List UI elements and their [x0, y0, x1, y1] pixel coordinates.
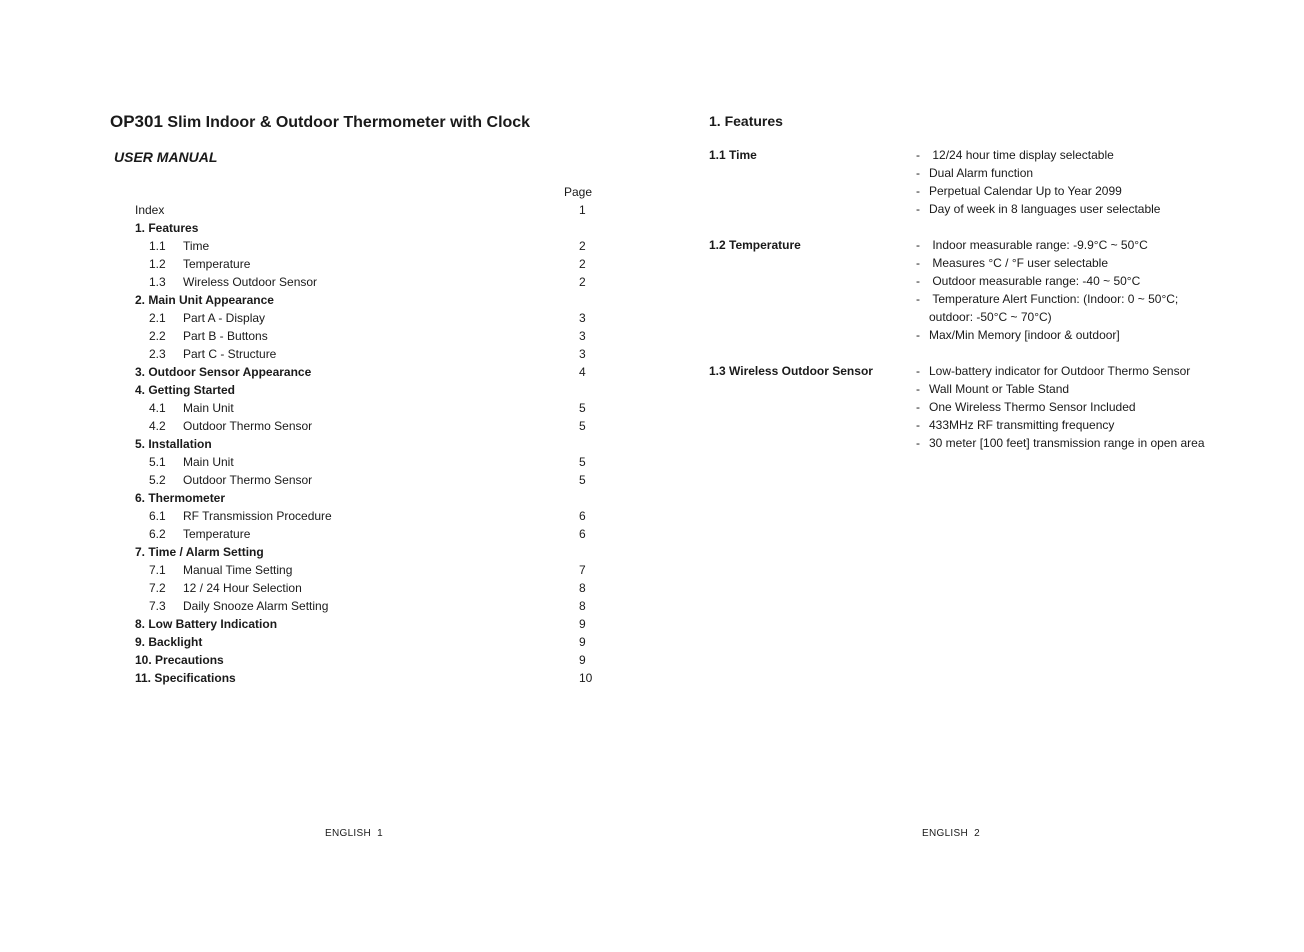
toc-title: Wireless Outdoor Sensor: [183, 275, 318, 289]
toc-row: [135, 237, 605, 255]
toc-title: 8. Low Battery Indication: [135, 617, 278, 631]
toc-page-number: 5: [579, 455, 586, 469]
toc-title: 2. Main Unit Appearance: [135, 293, 274, 307]
feature-item: [916, 236, 1206, 254]
bullet-dash: -: [916, 202, 920, 216]
section-title: 1.2 Temperature: [709, 238, 801, 252]
toc-row: [135, 597, 605, 615]
toc-title: 5. Installation: [135, 437, 212, 451]
toc-row: [135, 579, 605, 597]
toc-title: 7. Time / Alarm Setting: [135, 545, 264, 559]
feature-item: [916, 254, 1206, 272]
feature-list: [916, 362, 1206, 452]
toc-title: Outdoor Thermo Sensor: [183, 419, 313, 433]
feature-item: [916, 326, 1206, 344]
toc-title: Time: [183, 239, 210, 253]
toc-title: Main Unit: [183, 455, 234, 469]
toc-title: Part A - Display: [183, 311, 266, 325]
feature-text: 12/24 hour time display selectable: [929, 148, 1114, 162]
toc-page-number: 3: [579, 311, 586, 325]
toc-title: Index: [135, 203, 165, 217]
feature-text: Temperature Alert Function: (Indoor: 0 ~ 50°C; outdoor: -50°C ~ 70°C): [929, 292, 1182, 324]
bullet-dash: -: [916, 274, 920, 288]
toc-page-number: 8: [579, 581, 586, 595]
bullet-dash: -: [916, 418, 920, 432]
feature-text: 30 meter [100 feet] transmission range in open area: [929, 436, 1205, 450]
bullet-dash: -: [916, 238, 920, 252]
toc-title: 1. Features: [135, 221, 199, 235]
bullet-dash: -: [916, 184, 920, 198]
toc-number: 1.3: [149, 275, 166, 289]
toc-title: 10. Precautions: [135, 653, 224, 667]
toc-row: [135, 309, 605, 327]
toc-number: 7.2: [149, 581, 166, 595]
toc-page-number: 5: [579, 401, 586, 415]
toc-row: [135, 273, 605, 291]
toc-title: RF Transmission Procedure: [183, 509, 332, 523]
toc-row: [135, 327, 605, 345]
toc-row: [135, 255, 605, 273]
feature-list: [916, 236, 1206, 344]
feature-item: [916, 398, 1206, 416]
toc-title: Part B - Buttons: [183, 329, 268, 343]
toc-number: 2.3: [149, 347, 166, 361]
feature-item: [916, 200, 1206, 218]
bullet-dash: -: [916, 364, 920, 378]
feature-text: Dual Alarm function: [929, 166, 1034, 180]
feature-text: One Wireless Thermo Sensor Included: [929, 400, 1136, 414]
feature-text: Wall Mount or Table Stand: [929, 382, 1070, 396]
toc-row: [135, 381, 605, 399]
feature-item: [916, 182, 1206, 200]
toc-page-number: 5: [579, 473, 586, 487]
feature-item: [916, 164, 1206, 182]
feature-text: 433MHz RF transmitting frequency: [929, 418, 1115, 432]
toc-row: [135, 669, 605, 687]
toc-page-number: 4: [579, 365, 586, 379]
toc-page-number: 6: [579, 527, 586, 541]
toc-title: Part C - Structure: [183, 347, 277, 361]
toc-title: 4. Getting Started: [135, 383, 236, 397]
bullet-dash: -: [916, 166, 920, 180]
toc-title: 12 / 24 Hour Selection: [183, 581, 302, 595]
section-title: 1.1 Time: [709, 148, 757, 162]
toc-title: Daily Snooze Alarm Setting: [183, 599, 329, 613]
toc-title: Temperature: [183, 527, 251, 541]
bullet-dash: -: [916, 382, 920, 396]
toc-page-number: 3: [579, 347, 586, 361]
bullet-dash: -: [916, 148, 920, 162]
document-title: [110, 112, 530, 132]
toc-row: [135, 561, 605, 579]
feature-item: [916, 380, 1206, 398]
page-footer: ENGLISH 2: [922, 828, 981, 839]
toc-row: [135, 615, 605, 633]
bullet-dash: -: [916, 400, 920, 414]
toc-row: [135, 633, 605, 651]
bullet-dash: -: [916, 292, 920, 306]
section-title: 1.3 Wireless Outdoor Sensor: [709, 364, 873, 378]
toc-row: [135, 219, 605, 237]
toc-row: [135, 399, 605, 417]
toc-page-number: 2: [579, 257, 586, 271]
toc-row: [135, 417, 605, 435]
toc-number: 2.1: [149, 311, 166, 325]
toc-row: [135, 507, 605, 525]
toc-number: 1.1: [149, 239, 166, 253]
toc-number: 6.1: [149, 509, 166, 523]
right-page: [652, 0, 1304, 952]
toc-page-number: 1: [579, 203, 586, 217]
toc-page-number: 9: [579, 617, 586, 631]
manual-label: USER MANUAL: [114, 149, 218, 165]
toc-row: [135, 453, 605, 471]
toc-number: 7.3: [149, 599, 166, 613]
toc-page-number: 10: [579, 671, 593, 685]
feature-item: [916, 272, 1206, 290]
toc-title: 11. Specifications: [135, 671, 236, 685]
toc-row: [135, 435, 605, 453]
bullet-dash: -: [916, 256, 920, 270]
toc-page-number: 2: [579, 239, 586, 253]
feature-text: Measures °C / °F user selectable: [929, 256, 1109, 270]
feature-list: [916, 146, 1206, 218]
toc-number: 7.1: [149, 563, 166, 577]
feature-text: Max/Min Memory [indoor & outdoor]: [929, 328, 1120, 342]
bullet-dash: -: [916, 328, 920, 342]
toc-page-number: 3: [579, 329, 586, 343]
toc-row: [135, 201, 605, 219]
toc-page-number: 8: [579, 599, 586, 613]
toc-number: 2.2: [149, 329, 166, 343]
feature-item: [916, 362, 1206, 380]
page-footer: ENGLISH 1: [325, 828, 384, 839]
toc-row: [135, 471, 605, 489]
feature-text: Indoor measurable range: -9.9°C ~ 50°C: [929, 238, 1148, 252]
toc-number: 4.2: [149, 419, 166, 433]
toc-title: Outdoor Thermo Sensor: [183, 473, 313, 487]
toc-number: 6.2: [149, 527, 166, 541]
product-name: Slim Indoor & Outdoor Thermometer with Clock: [167, 114, 531, 131]
features-heading: 1. Features: [709, 113, 783, 129]
feature-text: Perpetual Calendar Up to Year 2099: [929, 184, 1122, 198]
feature-text: Day of week in 8 languages user selectable: [929, 202, 1161, 216]
feature-item: [916, 416, 1206, 434]
feature-text: Low-battery indicator for Outdoor Thermo Sensor: [929, 364, 1191, 378]
toc-page-number: 9: [579, 653, 586, 667]
toc-page-number: 5: [579, 419, 586, 433]
toc-title: Main Unit: [183, 401, 234, 415]
toc-row: [135, 345, 605, 363]
toc-title: 6. Thermometer: [135, 491, 226, 505]
model-number: OP301: [110, 112, 163, 131]
bullet-dash: -: [916, 436, 920, 450]
toc-page-number: 6: [579, 509, 586, 523]
toc-row: [135, 525, 605, 543]
toc-title: 9. Backlight: [135, 635, 203, 649]
toc-number: 5.1: [149, 455, 166, 469]
page-column-label: Page: [564, 185, 593, 199]
toc-page-number: 7: [579, 563, 586, 577]
toc-title: 3. Outdoor Sensor Appearance: [135, 365, 312, 379]
toc-number: 4.1: [149, 401, 166, 415]
toc-row: [135, 291, 605, 309]
toc-row: [135, 543, 605, 561]
toc-number: 5.2: [149, 473, 166, 487]
feature-item: [916, 434, 1206, 452]
toc-row: [135, 489, 605, 507]
feature-text: Outdoor measurable range: -40 ~ 50°C: [929, 274, 1141, 288]
toc-page-number: 9: [579, 635, 586, 649]
feature-item: [916, 290, 1206, 326]
table-of-contents: [135, 201, 605, 687]
toc-title: Temperature: [183, 257, 251, 271]
toc-row: [135, 651, 605, 669]
toc-page-number: 2: [579, 275, 586, 289]
toc-number: 1.2: [149, 257, 166, 271]
feature-item: [916, 146, 1206, 164]
toc-title: Manual Time Setting: [183, 563, 293, 577]
toc-row: [135, 363, 605, 381]
